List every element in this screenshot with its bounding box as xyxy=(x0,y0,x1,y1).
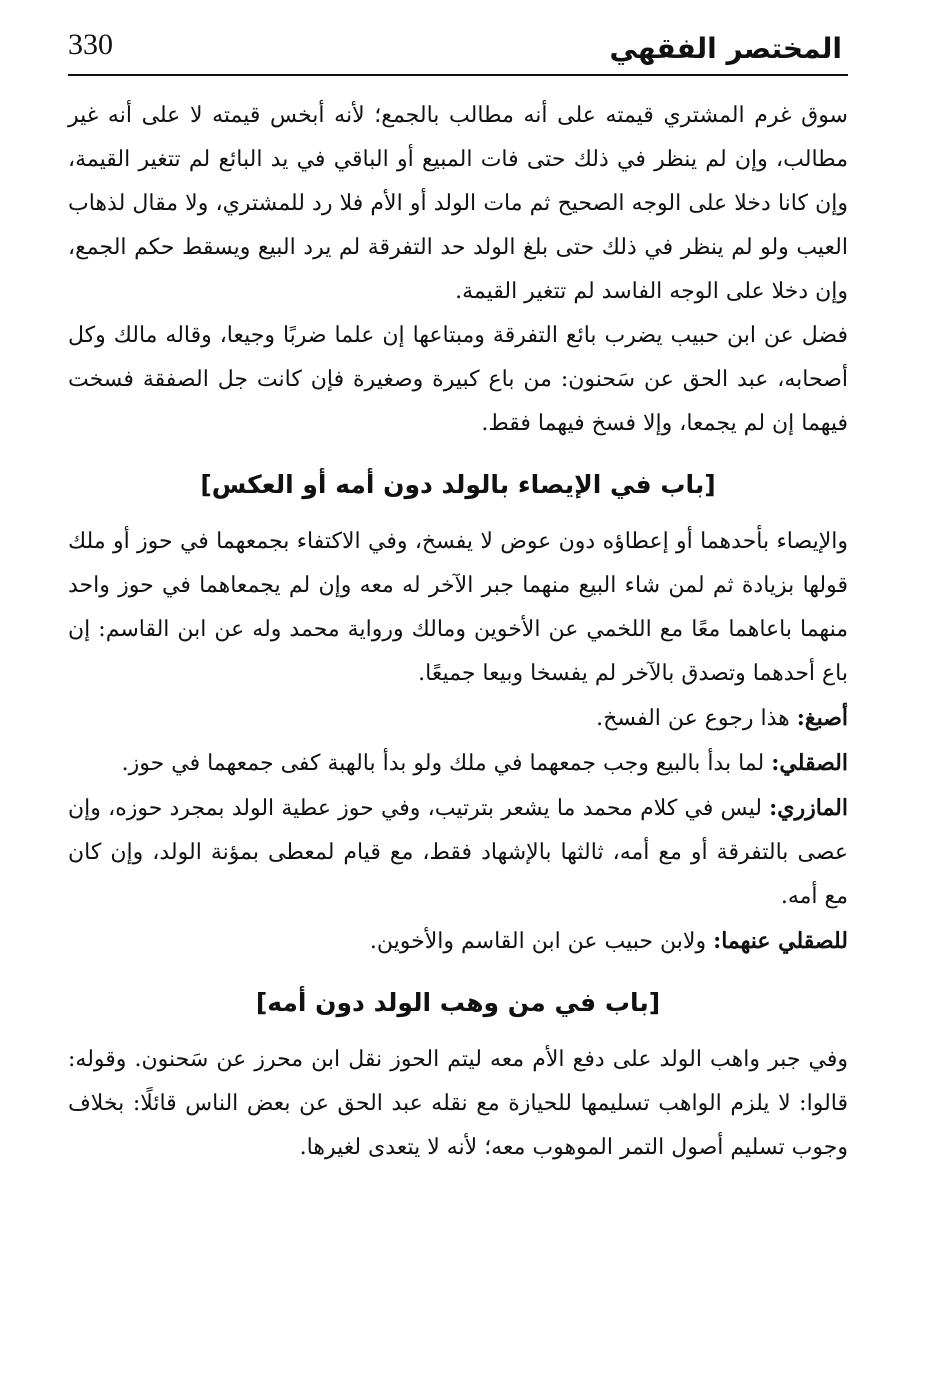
quoted-scholar: المازري: xyxy=(769,795,848,821)
quote-text: ولابن حبيب عن ابن القاسم والأخوين. xyxy=(369,929,707,954)
quoted-scholar: أصبغ: xyxy=(796,705,848,731)
quoted-scholar: للصقلي عنهما: xyxy=(713,928,848,954)
quote-text: لما بدأ بالبيع وجب جمعهما في ملك ولو بدأ بالهبة كفى جمعهما في حوز. xyxy=(121,751,765,776)
paragraph: وفي جبر واهب الولد على دفع الأم معه ليتم الحوز نقل ابن محرز عن سَحنون. وقوله: قالوا: لا يلزم الواهب تسليمها للحيازة مع نقله عبد الحق عن بعض الناس قائلًا: بخلاف وجوب تسليم أصول التمر الموهوب معه؛ لأنه لا يتعدى لغيرها. xyxy=(68,1047,848,1160)
paragraph: سوق غرم المشتري قيمته على أنه مطالب بالجمع؛ لأنه أبخس قيمته لا على أنه غير مطالب، وإن لم ينظر في ذلك حتى فات المبيع أو الباقي في يد البائع لم تتغير القيمة، وإن كانا دخلا على الوجه الصحيح ثم مات الولد أو الأم فلا رد للمشتري، ولا مقال لذهاب العيب ولو لم ينظر في ذلك حتى بلغ الولد حد التفرقة لم يرد البيع ويسقط حكم الجمع، وإن دخلا على الوجه الفاسد لم تتغير القيمة. xyxy=(68,103,848,304)
book-page xyxy=(68,22,848,1170)
paragraph xyxy=(68,786,848,919)
quote-text: هذا رجوع عن الفسخ. xyxy=(596,706,790,731)
running-header xyxy=(68,22,848,76)
quote-text: ليس في كلام محمد ما يشعر بترتيب، وفي حوز عطية الولد بمجرد حوزه، وإن عصى بالتفرقة أو مع أمه، ثالثها بالإشهاد فقط، مع قيام لمعطى بمؤنة الولد، وإن كان مع أمه. xyxy=(68,796,848,909)
book-title: المختصر الفقهي xyxy=(609,32,842,65)
paragraph xyxy=(68,696,848,741)
section-heading-gift: [باب في من وهب الولد دون أمه] xyxy=(255,988,661,1017)
section-heading-bequest: [باب في الإيصاء بالولد دون أمه أو العكس] xyxy=(200,470,716,499)
paragraph: والإيصاء بأحدهما أو إعطاؤه دون عوض لا يفسخ، وفي الاكتفاء بجمعهما في حوز أو ملك قولها بزيادة ثم لمن شاء البيع منهما جبر الآخر له معه وإن لم يجمعاهما في حوز واحد منهما باعاهما معًا مع اللخمي عن الأخوين ومالك ورواية محمد وله عن ابن القاسم: إن باع أحدهما وتصدق بالآخر لم يفسخا وبيعا جميعًا. xyxy=(68,529,848,686)
quoted-scholar: الصقلي: xyxy=(771,750,848,776)
paragraph xyxy=(68,919,848,964)
paragraph: فضل عن ابن حبيب يضرب بائع التفرقة ومبتاعها إن علما ضربًا وجيعا، وقاله مالك وكل أصحابه، عبد الحق عن سَحنون: من باع كبيرة وصغيرة فإن كانت جل الصفقة فسخت فيهما إن لم يجمعا، وإلا فسخ فيهما فقط. xyxy=(68,323,848,436)
page-number: 330 xyxy=(68,28,113,61)
paragraph xyxy=(68,741,848,786)
